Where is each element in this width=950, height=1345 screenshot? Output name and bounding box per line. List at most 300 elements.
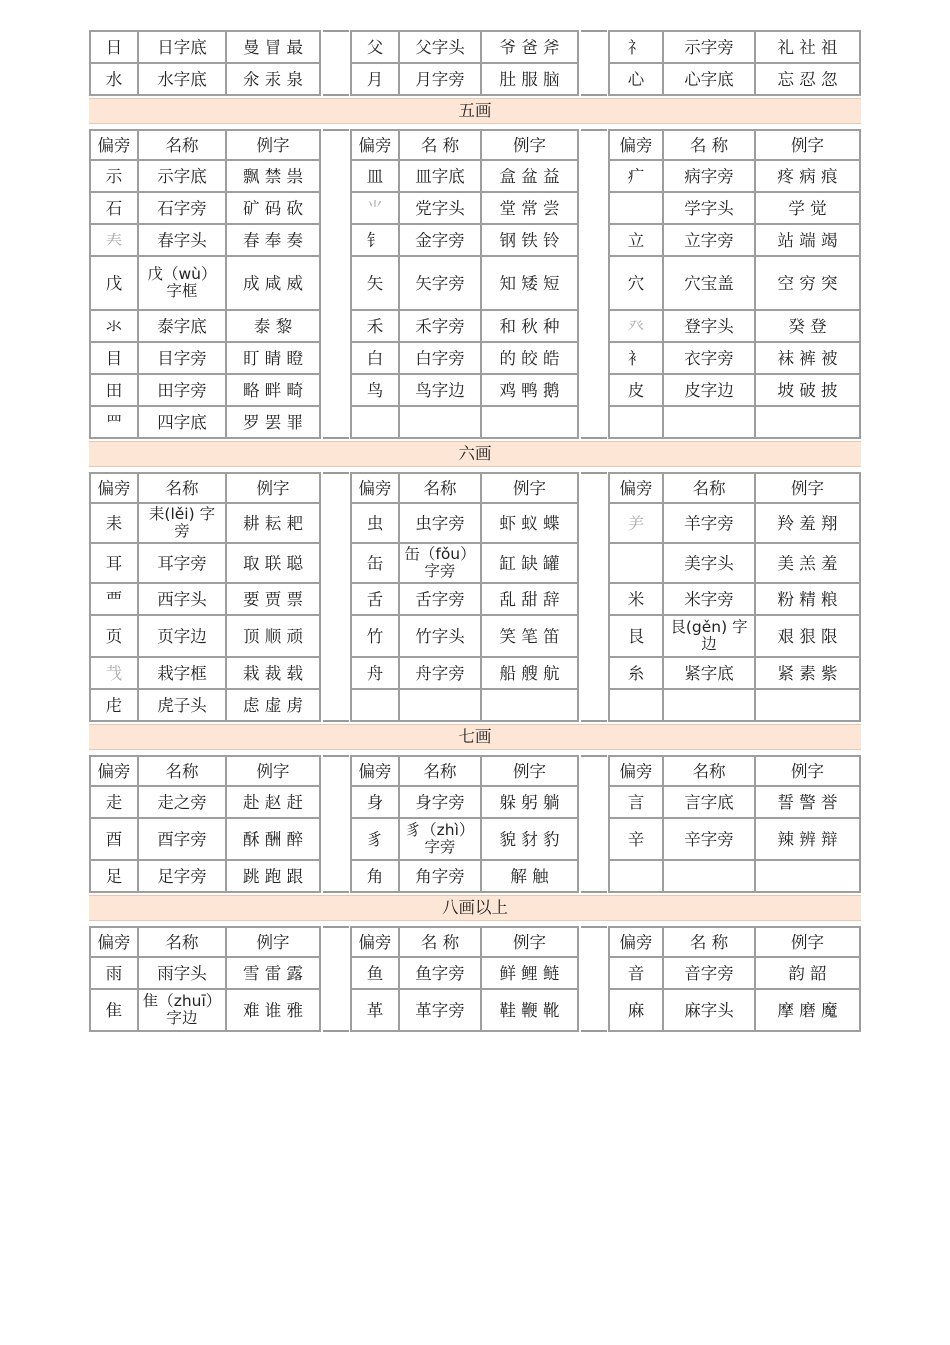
group-separator bbox=[581, 472, 607, 722]
radical-cell: 音 bbox=[610, 958, 662, 988]
table-row bbox=[352, 544, 577, 582]
example-chars-cell: 略 畔 畸 bbox=[227, 375, 319, 405]
table-row bbox=[352, 311, 577, 341]
table-row bbox=[352, 504, 577, 542]
example-chars-cell: 和 秋 种 bbox=[482, 311, 577, 341]
radical-cell: 舌 bbox=[352, 584, 398, 614]
radical-table bbox=[89, 472, 321, 722]
radical-cell: 𡗗 bbox=[91, 225, 137, 255]
header-examples: 例字 bbox=[227, 474, 319, 502]
example-chars-cell bbox=[756, 690, 859, 720]
radical-cell: 癶 bbox=[610, 311, 662, 341]
radical-cell: ⺌ bbox=[352, 193, 398, 223]
header-radical: 偏旁 bbox=[91, 757, 137, 785]
table-row bbox=[91, 343, 319, 373]
radical-cell: 雨 bbox=[91, 958, 137, 988]
group-separator bbox=[323, 472, 349, 722]
example-chars-cell: 韵 韶 bbox=[756, 958, 859, 988]
radical-name-cell: 羊字旁 bbox=[664, 504, 754, 542]
radical-name-cell: 走之旁 bbox=[139, 787, 225, 817]
table-row bbox=[352, 958, 577, 988]
example-chars-cell: 美 羔 羞 bbox=[756, 544, 859, 582]
header-name: 名称 bbox=[400, 474, 480, 502]
radical-name-cell: 角字旁 bbox=[400, 861, 480, 891]
table-row bbox=[610, 690, 859, 720]
radical-cell: 鱼 bbox=[352, 958, 398, 988]
table-row bbox=[91, 32, 319, 62]
example-chars-cell: 解 触 bbox=[482, 861, 577, 891]
table-row bbox=[610, 616, 859, 656]
header-radical: 偏旁 bbox=[610, 757, 662, 785]
radical-name-cell bbox=[664, 690, 754, 720]
example-chars-cell: 粉 精 粮 bbox=[756, 584, 859, 614]
table-row bbox=[352, 161, 577, 191]
example-chars-cell: 跳 跑 跟 bbox=[227, 861, 319, 891]
radical-cell: 豸 bbox=[352, 819, 398, 859]
radical-cell: 立 bbox=[610, 225, 662, 255]
table-row bbox=[610, 311, 859, 341]
example-chars-cell: 难 谁 雅 bbox=[227, 990, 319, 1030]
radical-cell: 钅 bbox=[352, 225, 398, 255]
example-chars-cell: 鸡 鸭 鹅 bbox=[482, 375, 577, 405]
radical-name-cell bbox=[139, 504, 225, 542]
radical-cell: 糸 bbox=[610, 658, 662, 688]
example-chars-cell: 雪 雷 露 bbox=[227, 958, 319, 988]
radical-cell: 舟 bbox=[352, 658, 398, 688]
table-row bbox=[352, 787, 577, 817]
example-chars-cell: 空 穷 突 bbox=[756, 257, 859, 309]
radical-cell: 竹 bbox=[352, 616, 398, 656]
radical-name-text: 耒(lěi) 字旁 bbox=[148, 505, 216, 540]
radical-name-text: 艮(gěn) 字边 bbox=[670, 618, 748, 653]
radical-name-cell: 酉字旁 bbox=[139, 819, 225, 859]
table-header-row bbox=[91, 474, 319, 502]
table-row bbox=[610, 504, 859, 542]
radical-cell: 革 bbox=[352, 990, 398, 1030]
example-chars-cell: 学 觉 bbox=[756, 193, 859, 223]
radical-cell: 米 bbox=[610, 584, 662, 614]
radical-cell: 足 bbox=[91, 861, 137, 891]
header-examples: 例字 bbox=[756, 131, 859, 159]
example-chars-cell: 堂 常 尝 bbox=[482, 193, 577, 223]
table-row bbox=[610, 819, 859, 859]
table-row bbox=[91, 616, 319, 656]
header-examples: 例字 bbox=[482, 131, 577, 159]
table-row bbox=[91, 690, 319, 720]
radical-name-cell: 示字旁 bbox=[664, 32, 754, 62]
table-row bbox=[352, 193, 577, 223]
example-chars-cell: 躲 躬 躺 bbox=[482, 787, 577, 817]
table-row bbox=[610, 990, 859, 1030]
radical-name-cell: 目字旁 bbox=[139, 343, 225, 373]
radical-name-cell: 皮字边 bbox=[664, 375, 754, 405]
table-row bbox=[610, 257, 859, 309]
radical-cell bbox=[610, 690, 662, 720]
table-row bbox=[91, 861, 319, 891]
radical-cell: 疒 bbox=[610, 161, 662, 191]
example-chars-cell: 坡 破 披 bbox=[756, 375, 859, 405]
radical-name-text: 隹（zhuī）字边 bbox=[142, 992, 222, 1027]
table-row bbox=[610, 658, 859, 688]
example-chars-cell bbox=[482, 407, 577, 437]
radical-table bbox=[350, 926, 579, 1032]
header-name: 名 称 bbox=[400, 131, 480, 159]
example-chars-cell: 泰 黎 bbox=[227, 311, 319, 341]
table-row bbox=[610, 407, 859, 437]
radical-name-cell: 田字旁 bbox=[139, 375, 225, 405]
table-row bbox=[91, 787, 319, 817]
radical-name-cell: 四字底 bbox=[139, 407, 225, 437]
example-chars-cell: 盯 睛 瞪 bbox=[227, 343, 319, 373]
example-chars-cell: 誓 警 誉 bbox=[756, 787, 859, 817]
radical-name-cell: 耳字旁 bbox=[139, 544, 225, 582]
radical-table bbox=[89, 129, 321, 439]
radical-cell: 白 bbox=[352, 343, 398, 373]
radical-name-cell: 辛字旁 bbox=[664, 819, 754, 859]
table-row bbox=[91, 161, 319, 191]
radical-name-cell: 父字头 bbox=[400, 32, 480, 62]
table-row bbox=[352, 819, 577, 859]
header-radical: 偏旁 bbox=[610, 131, 662, 159]
stroke-count-heading: 六画 bbox=[89, 441, 861, 467]
section-block bbox=[89, 926, 861, 1032]
header-examples: 例字 bbox=[482, 928, 577, 956]
table-row bbox=[352, 257, 577, 309]
table-row bbox=[352, 861, 577, 891]
table-row bbox=[352, 375, 577, 405]
example-chars-cell: 知 矮 短 bbox=[482, 257, 577, 309]
header-radical: 偏旁 bbox=[352, 757, 398, 785]
radical-name-cell: 春字头 bbox=[139, 225, 225, 255]
radical-cell: 心 bbox=[610, 64, 662, 94]
table-row bbox=[610, 343, 859, 373]
radical-table bbox=[350, 129, 579, 439]
header-name: 名称 bbox=[664, 757, 754, 785]
radical-cell: 氺 bbox=[91, 311, 137, 341]
radical-name-cell: 金字旁 bbox=[400, 225, 480, 255]
radical-cell: 耒 bbox=[91, 504, 137, 542]
group-separator bbox=[581, 129, 607, 439]
radical-cell: 走 bbox=[91, 787, 137, 817]
header-radical: 偏旁 bbox=[610, 474, 662, 502]
table-row bbox=[610, 375, 859, 405]
stroke-count-heading: 八画以上 bbox=[89, 895, 861, 921]
radical-name-cell bbox=[400, 544, 480, 582]
example-chars-cell: 顶 顺 顽 bbox=[227, 616, 319, 656]
section-block bbox=[89, 129, 861, 439]
example-chars-cell: 癸 登 bbox=[756, 311, 859, 341]
radical-cell: 艮 bbox=[610, 616, 662, 656]
radical-table bbox=[350, 755, 579, 893]
radical-name-cell bbox=[400, 690, 480, 720]
radical-name-cell: 麻字头 bbox=[664, 990, 754, 1030]
radical-cell bbox=[610, 544, 662, 582]
table-row bbox=[91, 407, 319, 437]
table-header-row bbox=[352, 131, 577, 159]
example-chars-cell: 飘 禁 祟 bbox=[227, 161, 319, 191]
example-chars-cell: 船 艘 航 bbox=[482, 658, 577, 688]
radical-name-cell: 鸟字边 bbox=[400, 375, 480, 405]
example-chars-cell: 赴 赵 赶 bbox=[227, 787, 319, 817]
header-examples: 例字 bbox=[227, 131, 319, 159]
radical-cell: 示 bbox=[91, 161, 137, 191]
radical-name-cell: 竹字头 bbox=[400, 616, 480, 656]
radical-cell: 戊 bbox=[91, 257, 137, 309]
radical-cell: 缶 bbox=[352, 544, 398, 582]
table-row bbox=[352, 32, 577, 62]
table-header-row bbox=[610, 131, 859, 159]
radical-name-cell: 米字旁 bbox=[664, 584, 754, 614]
example-chars-cell: 摩 磨 魔 bbox=[756, 990, 859, 1030]
radical-name-cell: 栽字框 bbox=[139, 658, 225, 688]
radical-cell: 言 bbox=[610, 787, 662, 817]
radical-name-cell: 紧字底 bbox=[664, 658, 754, 688]
radical-name-cell: 美字头 bbox=[664, 544, 754, 582]
radical-cell: 辛 bbox=[610, 819, 662, 859]
table-row bbox=[91, 958, 319, 988]
radical-cell: 覀 bbox=[91, 584, 137, 614]
radical-table bbox=[89, 30, 321, 96]
radical-name-cell bbox=[139, 990, 225, 1030]
radical-cell: ⺶ bbox=[610, 504, 662, 542]
table-row bbox=[352, 690, 577, 720]
radical-cell: 日 bbox=[91, 32, 137, 62]
example-chars-cell: 矿 码 砍 bbox=[227, 193, 319, 223]
header-examples: 例字 bbox=[756, 474, 859, 502]
radical-cell: 页 bbox=[91, 616, 137, 656]
radical-cell: 衤 bbox=[610, 343, 662, 373]
radical-name-cell: 党字头 bbox=[400, 193, 480, 223]
table-row bbox=[91, 584, 319, 614]
example-chars-cell: 罗 罢 罪 bbox=[227, 407, 319, 437]
radical-name-cell bbox=[664, 861, 754, 891]
radical-name-cell bbox=[400, 407, 480, 437]
header-radical: 偏旁 bbox=[91, 928, 137, 956]
radical-cell bbox=[352, 690, 398, 720]
table-row bbox=[352, 584, 577, 614]
table-row bbox=[610, 584, 859, 614]
stroke-count-heading: 五画 bbox=[89, 98, 861, 124]
table-header-row bbox=[91, 928, 319, 956]
radical-name-cell: 石字旁 bbox=[139, 193, 225, 223]
header-examples: 例字 bbox=[482, 474, 577, 502]
table-row bbox=[91, 375, 319, 405]
header-name: 名称 bbox=[139, 474, 225, 502]
example-chars-cell: 疼 病 痕 bbox=[756, 161, 859, 191]
group-separator bbox=[323, 129, 349, 439]
radical-name-cell bbox=[139, 257, 225, 309]
radical-name-cell: 身字旁 bbox=[400, 787, 480, 817]
radical-cell: 水 bbox=[91, 64, 137, 94]
radical-cell: 穴 bbox=[610, 257, 662, 309]
radical-cell: 角 bbox=[352, 861, 398, 891]
table-row bbox=[91, 990, 319, 1030]
header-examples: 例字 bbox=[756, 757, 859, 785]
radical-name-cell bbox=[664, 407, 754, 437]
example-chars-cell: 紧 素 紫 bbox=[756, 658, 859, 688]
table-row bbox=[610, 225, 859, 255]
radical-name-cell: 学字头 bbox=[664, 193, 754, 223]
example-chars-cell: 辣 辨 辩 bbox=[756, 819, 859, 859]
radical-table bbox=[608, 30, 861, 96]
example-chars-cell bbox=[756, 407, 859, 437]
header-name: 名称 bbox=[664, 474, 754, 502]
example-chars-cell: 盒 盆 益 bbox=[482, 161, 577, 191]
radical-name-cell: 舌字旁 bbox=[400, 584, 480, 614]
table-row bbox=[91, 819, 319, 859]
group-separator bbox=[581, 926, 607, 1032]
radical-name-cell: 泰字底 bbox=[139, 311, 225, 341]
example-chars-cell: 礼 社 祖 bbox=[756, 32, 859, 62]
radical-cell: 皮 bbox=[610, 375, 662, 405]
example-chars-cell: 酥 酬 醉 bbox=[227, 819, 319, 859]
example-chars-cell: 虑 虚 虏 bbox=[227, 690, 319, 720]
radical-cell bbox=[610, 407, 662, 437]
table-row bbox=[352, 225, 577, 255]
example-chars-cell: 曼 冒 最 bbox=[227, 32, 319, 62]
radical-cell: 鸟 bbox=[352, 375, 398, 405]
radical-cell: 虍 bbox=[91, 690, 137, 720]
table-row bbox=[352, 658, 577, 688]
table-row bbox=[610, 787, 859, 817]
radical-name-cell: 禾字旁 bbox=[400, 311, 480, 341]
group-separator bbox=[581, 30, 607, 96]
radical-name-cell: 病字旁 bbox=[664, 161, 754, 191]
radical-table bbox=[350, 472, 579, 722]
example-chars-cell: 氽 汞 泉 bbox=[227, 64, 319, 94]
radical-name-cell: 言字底 bbox=[664, 787, 754, 817]
radical-name-text: 戊（wù）字框 bbox=[147, 265, 217, 300]
radical-cell: 田 bbox=[91, 375, 137, 405]
radical-cell: 耳 bbox=[91, 544, 137, 582]
radical-cell: 虫 bbox=[352, 504, 398, 542]
radical-name-cell: 足字旁 bbox=[139, 861, 225, 891]
radical-name-cell: 登字头 bbox=[664, 311, 754, 341]
table-row bbox=[610, 958, 859, 988]
radical-table bbox=[608, 129, 861, 439]
example-chars-cell: 缸 缺 罐 bbox=[482, 544, 577, 582]
example-chars-cell: 鞋 鞭 靴 bbox=[482, 990, 577, 1030]
example-chars-cell: 肚 服 脑 bbox=[482, 64, 577, 94]
radical-name-cell: 虎子头 bbox=[139, 690, 225, 720]
radical-name-cell: 雨字头 bbox=[139, 958, 225, 988]
radical-name-text: 缶（fǒu）字旁 bbox=[404, 545, 476, 580]
radical-table bbox=[608, 755, 861, 893]
radical-name-cell: 革字旁 bbox=[400, 990, 480, 1030]
header-radical: 偏旁 bbox=[91, 131, 137, 159]
example-chars-cell: 爷 爸 斧 bbox=[482, 32, 577, 62]
table-header-row bbox=[610, 757, 859, 785]
table-row bbox=[352, 407, 577, 437]
example-chars-cell: 羚 羞 翔 bbox=[756, 504, 859, 542]
group-separator bbox=[323, 755, 349, 893]
table-header-row bbox=[352, 474, 577, 502]
table-header-row bbox=[352, 757, 577, 785]
header-radical: 偏旁 bbox=[352, 474, 398, 502]
radical-cell: 罒 bbox=[91, 407, 137, 437]
radical-name-cell: 页字边 bbox=[139, 616, 225, 656]
radical-name-cell bbox=[400, 819, 480, 859]
header-name: 名 称 bbox=[664, 131, 754, 159]
radical-name-text: 豸（zhì）字旁 bbox=[405, 821, 475, 856]
radical-name-cell: 心字底 bbox=[664, 64, 754, 94]
section-block bbox=[89, 30, 861, 96]
table-row bbox=[610, 64, 859, 94]
header-examples: 例字 bbox=[756, 928, 859, 956]
group-separator bbox=[323, 30, 349, 96]
radical-name-cell: 穴宝盖 bbox=[664, 257, 754, 309]
header-radical: 偏旁 bbox=[352, 928, 398, 956]
radical-cell: 隹 bbox=[91, 990, 137, 1030]
header-examples: 例字 bbox=[227, 757, 319, 785]
table-row bbox=[610, 193, 859, 223]
example-chars-cell: 成 咸 威 bbox=[227, 257, 319, 309]
table-row bbox=[610, 544, 859, 582]
radical-table bbox=[608, 926, 861, 1032]
section-block bbox=[89, 472, 861, 722]
header-name: 名称 bbox=[139, 757, 225, 785]
example-chars-cell bbox=[482, 690, 577, 720]
table-row bbox=[91, 544, 319, 582]
radical-name-cell: 西字头 bbox=[139, 584, 225, 614]
table-row bbox=[91, 193, 319, 223]
table-header-row bbox=[91, 757, 319, 785]
radical-cell: 酉 bbox=[91, 819, 137, 859]
radical-cell bbox=[610, 193, 662, 223]
radical-name-cell: 虫字旁 bbox=[400, 504, 480, 542]
example-chars-cell: 的 皎 皓 bbox=[482, 343, 577, 373]
radical-name-cell: 皿字底 bbox=[400, 161, 480, 191]
stroke-count-heading: 七画 bbox=[89, 724, 861, 750]
example-chars-cell: 袜 裤 被 bbox=[756, 343, 859, 373]
radical-cell bbox=[352, 407, 398, 437]
group-separator bbox=[323, 926, 349, 1032]
radical-table bbox=[89, 926, 321, 1032]
example-chars-cell: 鲜 鲤 鲢 bbox=[482, 958, 577, 988]
example-chars-cell: 忘 忍 忽 bbox=[756, 64, 859, 94]
radical-reference-page bbox=[89, 30, 861, 1032]
table-row bbox=[91, 225, 319, 255]
header-examples: 例字 bbox=[482, 757, 577, 785]
example-chars-cell: 艰 狠 限 bbox=[756, 616, 859, 656]
table-row bbox=[91, 64, 319, 94]
radical-cell: 𢦏 bbox=[91, 658, 137, 688]
table-row bbox=[91, 504, 319, 542]
header-examples: 例字 bbox=[227, 928, 319, 956]
table-row bbox=[610, 861, 859, 891]
table-row bbox=[91, 658, 319, 688]
header-radical: 偏旁 bbox=[91, 474, 137, 502]
radical-name-cell: 日字底 bbox=[139, 32, 225, 62]
table-row bbox=[352, 343, 577, 373]
header-radical: 偏旁 bbox=[352, 131, 398, 159]
table-header-row bbox=[610, 474, 859, 502]
radical-name-cell: 立字旁 bbox=[664, 225, 754, 255]
radical-name-cell: 示字底 bbox=[139, 161, 225, 191]
radical-table bbox=[89, 755, 321, 893]
radical-cell: 矢 bbox=[352, 257, 398, 309]
example-chars-cell: 笑 笔 笛 bbox=[482, 616, 577, 656]
table-header-row bbox=[91, 131, 319, 159]
radical-cell bbox=[610, 861, 662, 891]
header-name: 名 称 bbox=[400, 928, 480, 956]
radical-name-cell: 鱼字旁 bbox=[400, 958, 480, 988]
table-row bbox=[352, 64, 577, 94]
example-chars-cell: 要 贾 票 bbox=[227, 584, 319, 614]
example-chars-cell: 乱 甜 辞 bbox=[482, 584, 577, 614]
radical-name-cell: 衣字旁 bbox=[664, 343, 754, 373]
example-chars-cell: 栽 裁 载 bbox=[227, 658, 319, 688]
